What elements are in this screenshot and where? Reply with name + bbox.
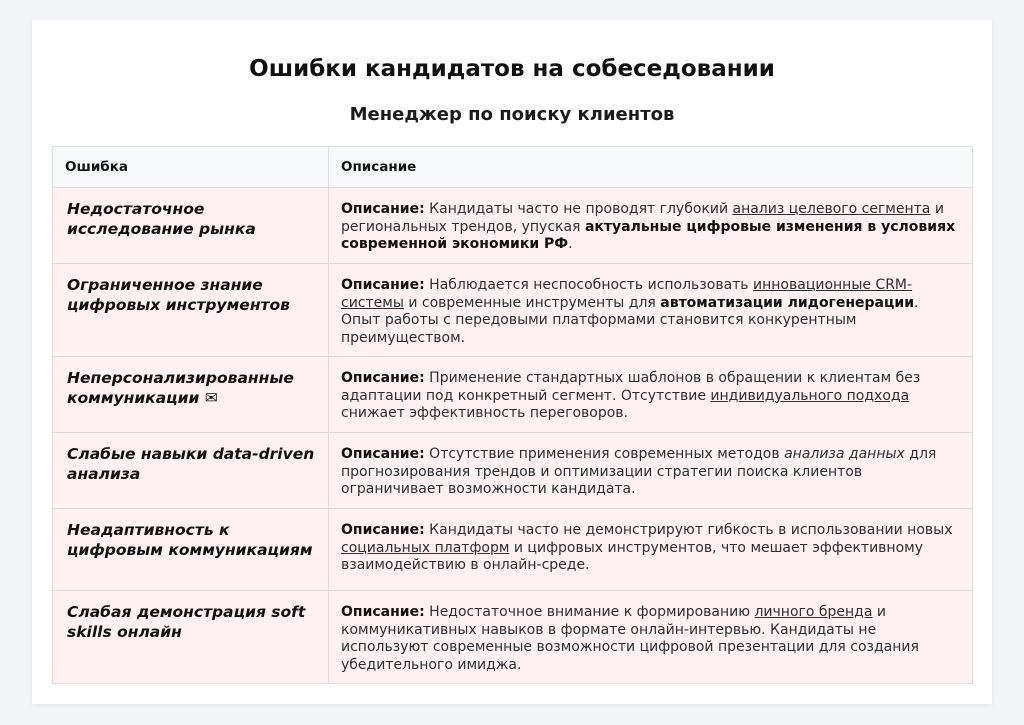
error-description bbox=[329, 264, 973, 357]
table-row bbox=[53, 591, 973, 684]
description-label: Описание: bbox=[341, 201, 425, 217]
emphasis-underline: социальных платформ bbox=[341, 539, 510, 556]
emphasis-italic: анализа данных bbox=[784, 446, 905, 462]
table-row bbox=[53, 188, 973, 264]
emphasis-underline: инновационные CRM-системы bbox=[341, 277, 913, 311]
document-card bbox=[32, 20, 992, 704]
emphasis-underline: личного бренда bbox=[754, 604, 873, 620]
error-title: Слабые навыки data-driven анализа bbox=[53, 433, 329, 509]
description-text: Наблюдается неспособность использовать bbox=[424, 277, 754, 293]
table-header-row bbox=[53, 147, 973, 188]
errors-table bbox=[52, 146, 973, 684]
error-title: Ограниченное знание цифровых инструментов bbox=[53, 264, 329, 357]
emphasis-underline: анализ целевого сегмента bbox=[732, 201, 931, 217]
description-label: Описание: bbox=[341, 446, 425, 462]
table-row bbox=[53, 509, 973, 591]
table-row bbox=[53, 264, 973, 357]
description-text: для прогнозирования трендов и оптимизации стратегии поиска клиентов ограничивает возможности кандидата. bbox=[341, 446, 937, 497]
error-description bbox=[329, 509, 973, 591]
table-row bbox=[53, 433, 973, 509]
description-text: снижает эффективность переговоров. bbox=[341, 405, 628, 421]
description-text: и современные инструменты для bbox=[403, 294, 661, 311]
error-description bbox=[329, 188, 973, 264]
table-row bbox=[53, 357, 973, 433]
error-description bbox=[329, 433, 973, 509]
error-title: Неадаптивность к цифровым коммуникациям bbox=[53, 509, 329, 591]
description-text: и коммуникативных навыков в формате онлайн-интервью. Кандидаты не используют современные возможности цифровой презентации для создания убедительного имиджа. bbox=[341, 604, 919, 673]
description-text: . bbox=[568, 236, 573, 252]
description-text: Применение стандартных шаблонов в обращении к клиентам без адаптации под конкретный сегмент. Отсутствие bbox=[341, 370, 921, 404]
error-description bbox=[329, 357, 973, 433]
page-subtitle: Менеджер по поиску клиентов bbox=[349, 104, 675, 125]
description-text: . Опыт работы с передовыми платформами становится конкурентным преимуществом. bbox=[341, 294, 919, 346]
page-title: Ошибки кандидатов на собеседовании bbox=[249, 56, 775, 82]
description-text: Недостаточное внимание к формированию bbox=[424, 604, 755, 620]
description-text: и цифровых инструментов, что мешает эффективному взаимодействию в онлайн-среде. bbox=[341, 539, 923, 573]
description-text: и региональных трендов, упуская bbox=[341, 201, 944, 235]
error-title: Слабая демонстрация soft skills онлайн bbox=[53, 591, 329, 684]
column-header-error: Ошибка bbox=[53, 147, 329, 188]
emphasis-bold: автоматизации лидогенерации bbox=[660, 294, 915, 311]
description-text: Кандидаты часто не проводят глубокий bbox=[424, 201, 733, 217]
description-text: Отсутствие применения современных методов bbox=[424, 446, 785, 462]
description-label: Описание: bbox=[341, 277, 425, 293]
error-description bbox=[329, 591, 973, 684]
emphasis-bold: актуальные цифровые изменения в условиях современной экономики РФ bbox=[341, 218, 956, 252]
description-label: Описание: bbox=[341, 522, 425, 538]
emphasis-underline: индивидуального подхода bbox=[710, 387, 910, 404]
error-title: Недостаточное исследование рынка bbox=[53, 188, 329, 264]
error-title: Неперсонализированные коммуникации ✉ bbox=[53, 357, 329, 433]
description-text: Кандидаты часто не демонстрируют гибкость в использовании новых bbox=[424, 522, 953, 538]
description-label: Описание: bbox=[341, 604, 425, 620]
description-label: Описание: bbox=[341, 370, 425, 386]
column-header-description: Описание bbox=[329, 147, 973, 188]
